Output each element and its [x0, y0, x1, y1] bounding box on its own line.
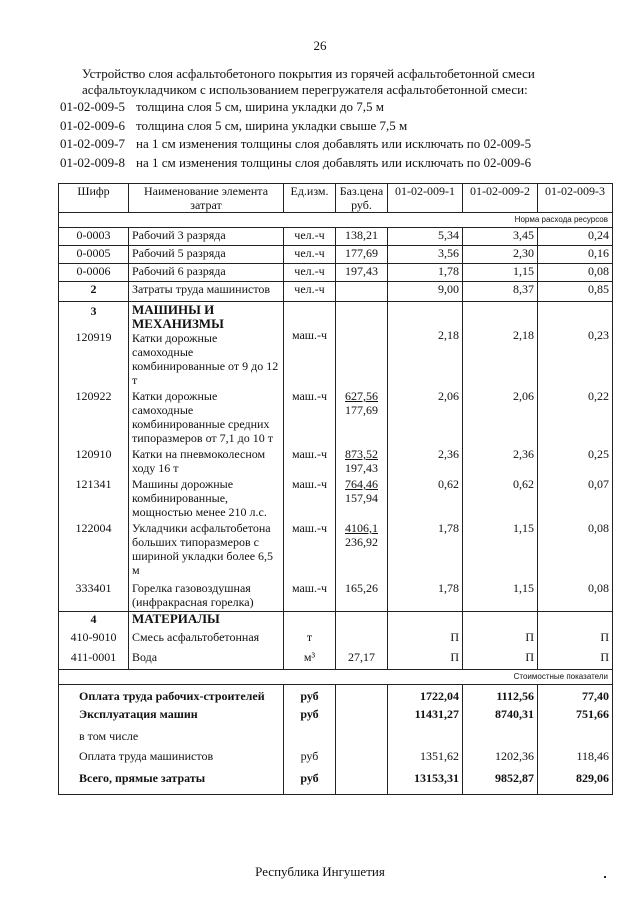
- table-row: [59, 650, 613, 670]
- header-name: Наименование элемента затрат: [129, 184, 284, 213]
- row-code: 410-9010: [59, 630, 129, 650]
- header-col2: 01-02-009-2: [463, 184, 538, 213]
- row-price-top: 764,46: [345, 477, 378, 491]
- row-name: Рабочий 5 разряда: [129, 246, 284, 264]
- total-v1: 11431,27: [388, 707, 463, 729]
- row-unit: чел.-ч: [284, 228, 336, 246]
- header-col3: 01-02-009-3: [538, 184, 613, 213]
- section-number: 4: [59, 612, 129, 630]
- row-v2: 8,37: [463, 282, 538, 302]
- header-unit: Ед.изм.: [284, 184, 336, 213]
- row-price-top: 4106,1: [345, 521, 378, 535]
- row-v1: 1,78: [388, 519, 463, 577]
- row-v1: 9,00: [388, 282, 463, 302]
- row-price: 236,92: [345, 535, 378, 549]
- row-v1: 2,18: [438, 328, 459, 342]
- row-code: 120922: [59, 387, 129, 445]
- row-price-top: 627,56: [345, 389, 378, 403]
- scan-dot: [604, 876, 606, 878]
- table-row: [59, 246, 613, 264]
- row-v3: 0,25: [538, 445, 613, 475]
- row-v2: П: [463, 630, 538, 650]
- row-v2: 3,45: [463, 228, 538, 246]
- row-code: 0-0005: [59, 246, 129, 264]
- total-v1: 1351,62: [388, 749, 463, 771]
- code-id: 01-02-009-6: [60, 117, 125, 133]
- row-code: 333401: [59, 577, 129, 612]
- row-v3: 0,08: [538, 264, 613, 282]
- row-code: 2: [59, 282, 129, 302]
- cost-label: Стоимостные показатели: [59, 670, 613, 685]
- code-id: 01-02-009-5: [60, 99, 125, 114]
- row-name: Укладчики асфальтобетона больших типоразмеров с шириной укладки более 6,5 м: [129, 519, 284, 577]
- code-id: 01-02-009-8: [60, 154, 125, 170]
- row-unit: маш.-ч: [284, 475, 336, 519]
- code-text: на 1 см изменения толщины слоя добавлять или исключать по 02-009-6: [136, 154, 532, 170]
- total-row: [59, 729, 613, 749]
- row-price: 165,26: [336, 577, 388, 612]
- table-row: [59, 228, 613, 246]
- row-v1: 3,56: [388, 246, 463, 264]
- row-v2: 2,18: [513, 328, 534, 342]
- total-v2: 1112,56: [463, 685, 538, 707]
- row-code: 0-0003: [59, 228, 129, 246]
- row-price: 197,43: [345, 461, 378, 475]
- row-v3: 0,07: [538, 475, 613, 519]
- row-unit: маш.-ч: [284, 445, 336, 475]
- row-code: 0-0006: [59, 264, 129, 282]
- norm-label: Норма расхода ресурсов: [59, 213, 613, 228]
- row-unit: чел.-ч: [284, 282, 336, 302]
- row-price: 157,94: [345, 491, 378, 505]
- row-name: Машины дорожные комбинированные, мощностью менее 210 л.с.: [129, 475, 284, 519]
- row-v2: 2,06: [463, 387, 538, 445]
- row-price: 177,69: [336, 246, 388, 264]
- row-price: [336, 282, 388, 302]
- total-unit: руб: [284, 685, 336, 707]
- row-v3: 0,23: [588, 328, 609, 342]
- row-price: 138,21: [336, 228, 388, 246]
- total-unit: руб: [284, 707, 336, 729]
- header-price: Баз.цена руб.: [336, 184, 388, 213]
- row-name: Катки дорожные самоходные комбинированные средних типоразмеров от 7,1 до 10 т: [129, 387, 284, 445]
- section-number: 3: [90, 304, 97, 318]
- code-list: [60, 99, 531, 173]
- row-v3: П: [538, 650, 613, 670]
- row-v2: 1,15: [463, 577, 538, 612]
- row-unit: т: [284, 630, 336, 650]
- row-name: Смесь асфальтобетонная: [129, 630, 284, 650]
- total-v2: 1202,36: [463, 749, 538, 771]
- row-price: 197,43: [336, 264, 388, 282]
- total-name: Всего, прямые затраты: [59, 771, 284, 795]
- row-v1: 2,36: [388, 445, 463, 475]
- header-code: Шифр: [59, 184, 129, 213]
- footer-region: Республика Ингушетия: [255, 864, 385, 879]
- row-code: 121341: [59, 475, 129, 519]
- row-name: Затраты труда машинистов: [129, 282, 284, 302]
- row-unit: маш.-ч: [291, 328, 328, 342]
- row-name: Катки дорожные самоходные комбинированные от 9 до 12 т: [132, 331, 279, 387]
- row-v3: 0,85: [538, 282, 613, 302]
- section-title: МАТЕРИАЛЫ: [129, 612, 284, 630]
- norm-label-row: [59, 213, 613, 228]
- total-v1: 1722,04: [388, 685, 463, 707]
- code-id: 01-02-009-7: [60, 136, 125, 151]
- table-row: [59, 445, 613, 475]
- total-name: Оплата труда рабочих-строителей: [59, 685, 284, 707]
- table-row: [59, 577, 613, 612]
- page-number: 26: [313, 38, 327, 53]
- row-unit: маш.-ч: [284, 577, 336, 612]
- row-v1: 2,06: [388, 387, 463, 445]
- row-v2: 0,62: [463, 475, 538, 519]
- total-row: [59, 707, 613, 729]
- row-v3: 0,24: [538, 228, 613, 246]
- row-v3: П: [538, 630, 613, 650]
- code-item: [60, 118, 531, 137]
- total-v3: 829,06: [538, 771, 613, 795]
- resource-table: [58, 183, 613, 795]
- machinists-row: [59, 282, 613, 302]
- total-row: [59, 771, 613, 795]
- total-name: Эксплуатация машин: [59, 707, 284, 729]
- row-unit: маш.-ч: [284, 519, 336, 577]
- table-row: [59, 387, 613, 445]
- row-unit: м³: [284, 650, 336, 670]
- row-unit: маш.-ч: [284, 387, 336, 445]
- materials-section-row: [59, 612, 613, 630]
- total-name: в том числе: [59, 729, 284, 749]
- header-col1: 01-02-009-1: [388, 184, 463, 213]
- table-row: [59, 519, 613, 577]
- total-row: [59, 749, 613, 771]
- row-code: 120910: [59, 445, 129, 475]
- row-v3: 0,08: [538, 577, 613, 612]
- row-price-top: 873,52: [345, 447, 378, 461]
- row-v1: 0,62: [388, 475, 463, 519]
- code-item: [60, 155, 531, 174]
- row-unit: чел.-ч: [284, 264, 336, 282]
- row-price: [336, 302, 388, 388]
- row-v2: 1,15: [463, 519, 538, 577]
- code-text: толщина слоя 5 см, ширина укладки свыше 7,5 м: [136, 117, 408, 133]
- row-price: 177,69: [345, 403, 378, 417]
- total-v1: 13153,31: [388, 771, 463, 795]
- table-header-row: [59, 184, 613, 213]
- row-v3: 0,08: [538, 519, 613, 577]
- total-row: [59, 685, 613, 707]
- row-v3: 0,16: [538, 246, 613, 264]
- row-name: Рабочий 3 разряда: [129, 228, 284, 246]
- table-row: [59, 264, 613, 282]
- row-name: Горелка газовоздушная (инфракрасная горелка): [129, 577, 284, 612]
- total-unit: руб: [284, 771, 336, 795]
- total-name: Оплата труда машинистов: [59, 749, 284, 771]
- cost-label-row: [59, 670, 613, 685]
- total-v3: 751,66: [538, 707, 613, 729]
- row-v2: 2,36: [463, 445, 538, 475]
- total-v3: 118,46: [538, 749, 613, 771]
- row-v2: 2,30: [463, 246, 538, 264]
- table-row: [59, 475, 613, 519]
- row-v3: 0,22: [538, 387, 613, 445]
- total-v3: 77,40: [538, 685, 613, 707]
- row-v2: П: [463, 650, 538, 670]
- code-text: на 1 см изменения толщины слоя добавлять или исключать по 02-009-5: [136, 136, 532, 151]
- section-title: МАШИНЫ И МЕХАНИЗМЫ: [132, 302, 224, 331]
- total-unit: руб: [284, 749, 336, 771]
- row-v1: 1,78: [388, 264, 463, 282]
- row-code: 411-0001: [59, 650, 129, 670]
- total-v2: 8740,31: [463, 707, 538, 729]
- code-item: [60, 136, 531, 155]
- code-text: толщина слоя 5 см, ширина укладки до 7,5 м: [136, 99, 384, 114]
- row-code: 120919: [75, 330, 112, 344]
- row-price: 27,17: [336, 650, 388, 670]
- row-v1: 1,78: [388, 577, 463, 612]
- row-unit: чел.-ч: [284, 246, 336, 264]
- table-row: [59, 630, 613, 650]
- row-v1: П: [388, 650, 463, 670]
- intro-text: Устройство слоя асфальтобетоного покрытия из горячей асфальтобетонной смеси асфальтоукладчиком с использованием перегружателя асфальтобетонной смеси:: [82, 66, 535, 97]
- row-name: Вода: [129, 650, 284, 670]
- code-item: [60, 99, 531, 118]
- row-name: Рабочий 6 разряда: [129, 264, 284, 282]
- row-v2: 1,15: [463, 264, 538, 282]
- row-code: 122004: [59, 519, 129, 577]
- row-name: Катки на пневмоколесном ходу 16 т: [129, 445, 284, 475]
- row-price: [336, 630, 388, 650]
- row-v1: П: [388, 630, 463, 650]
- row-v1: 5,34: [388, 228, 463, 246]
- machines-section-row: [59, 302, 613, 388]
- total-v2: 9852,87: [463, 771, 538, 795]
